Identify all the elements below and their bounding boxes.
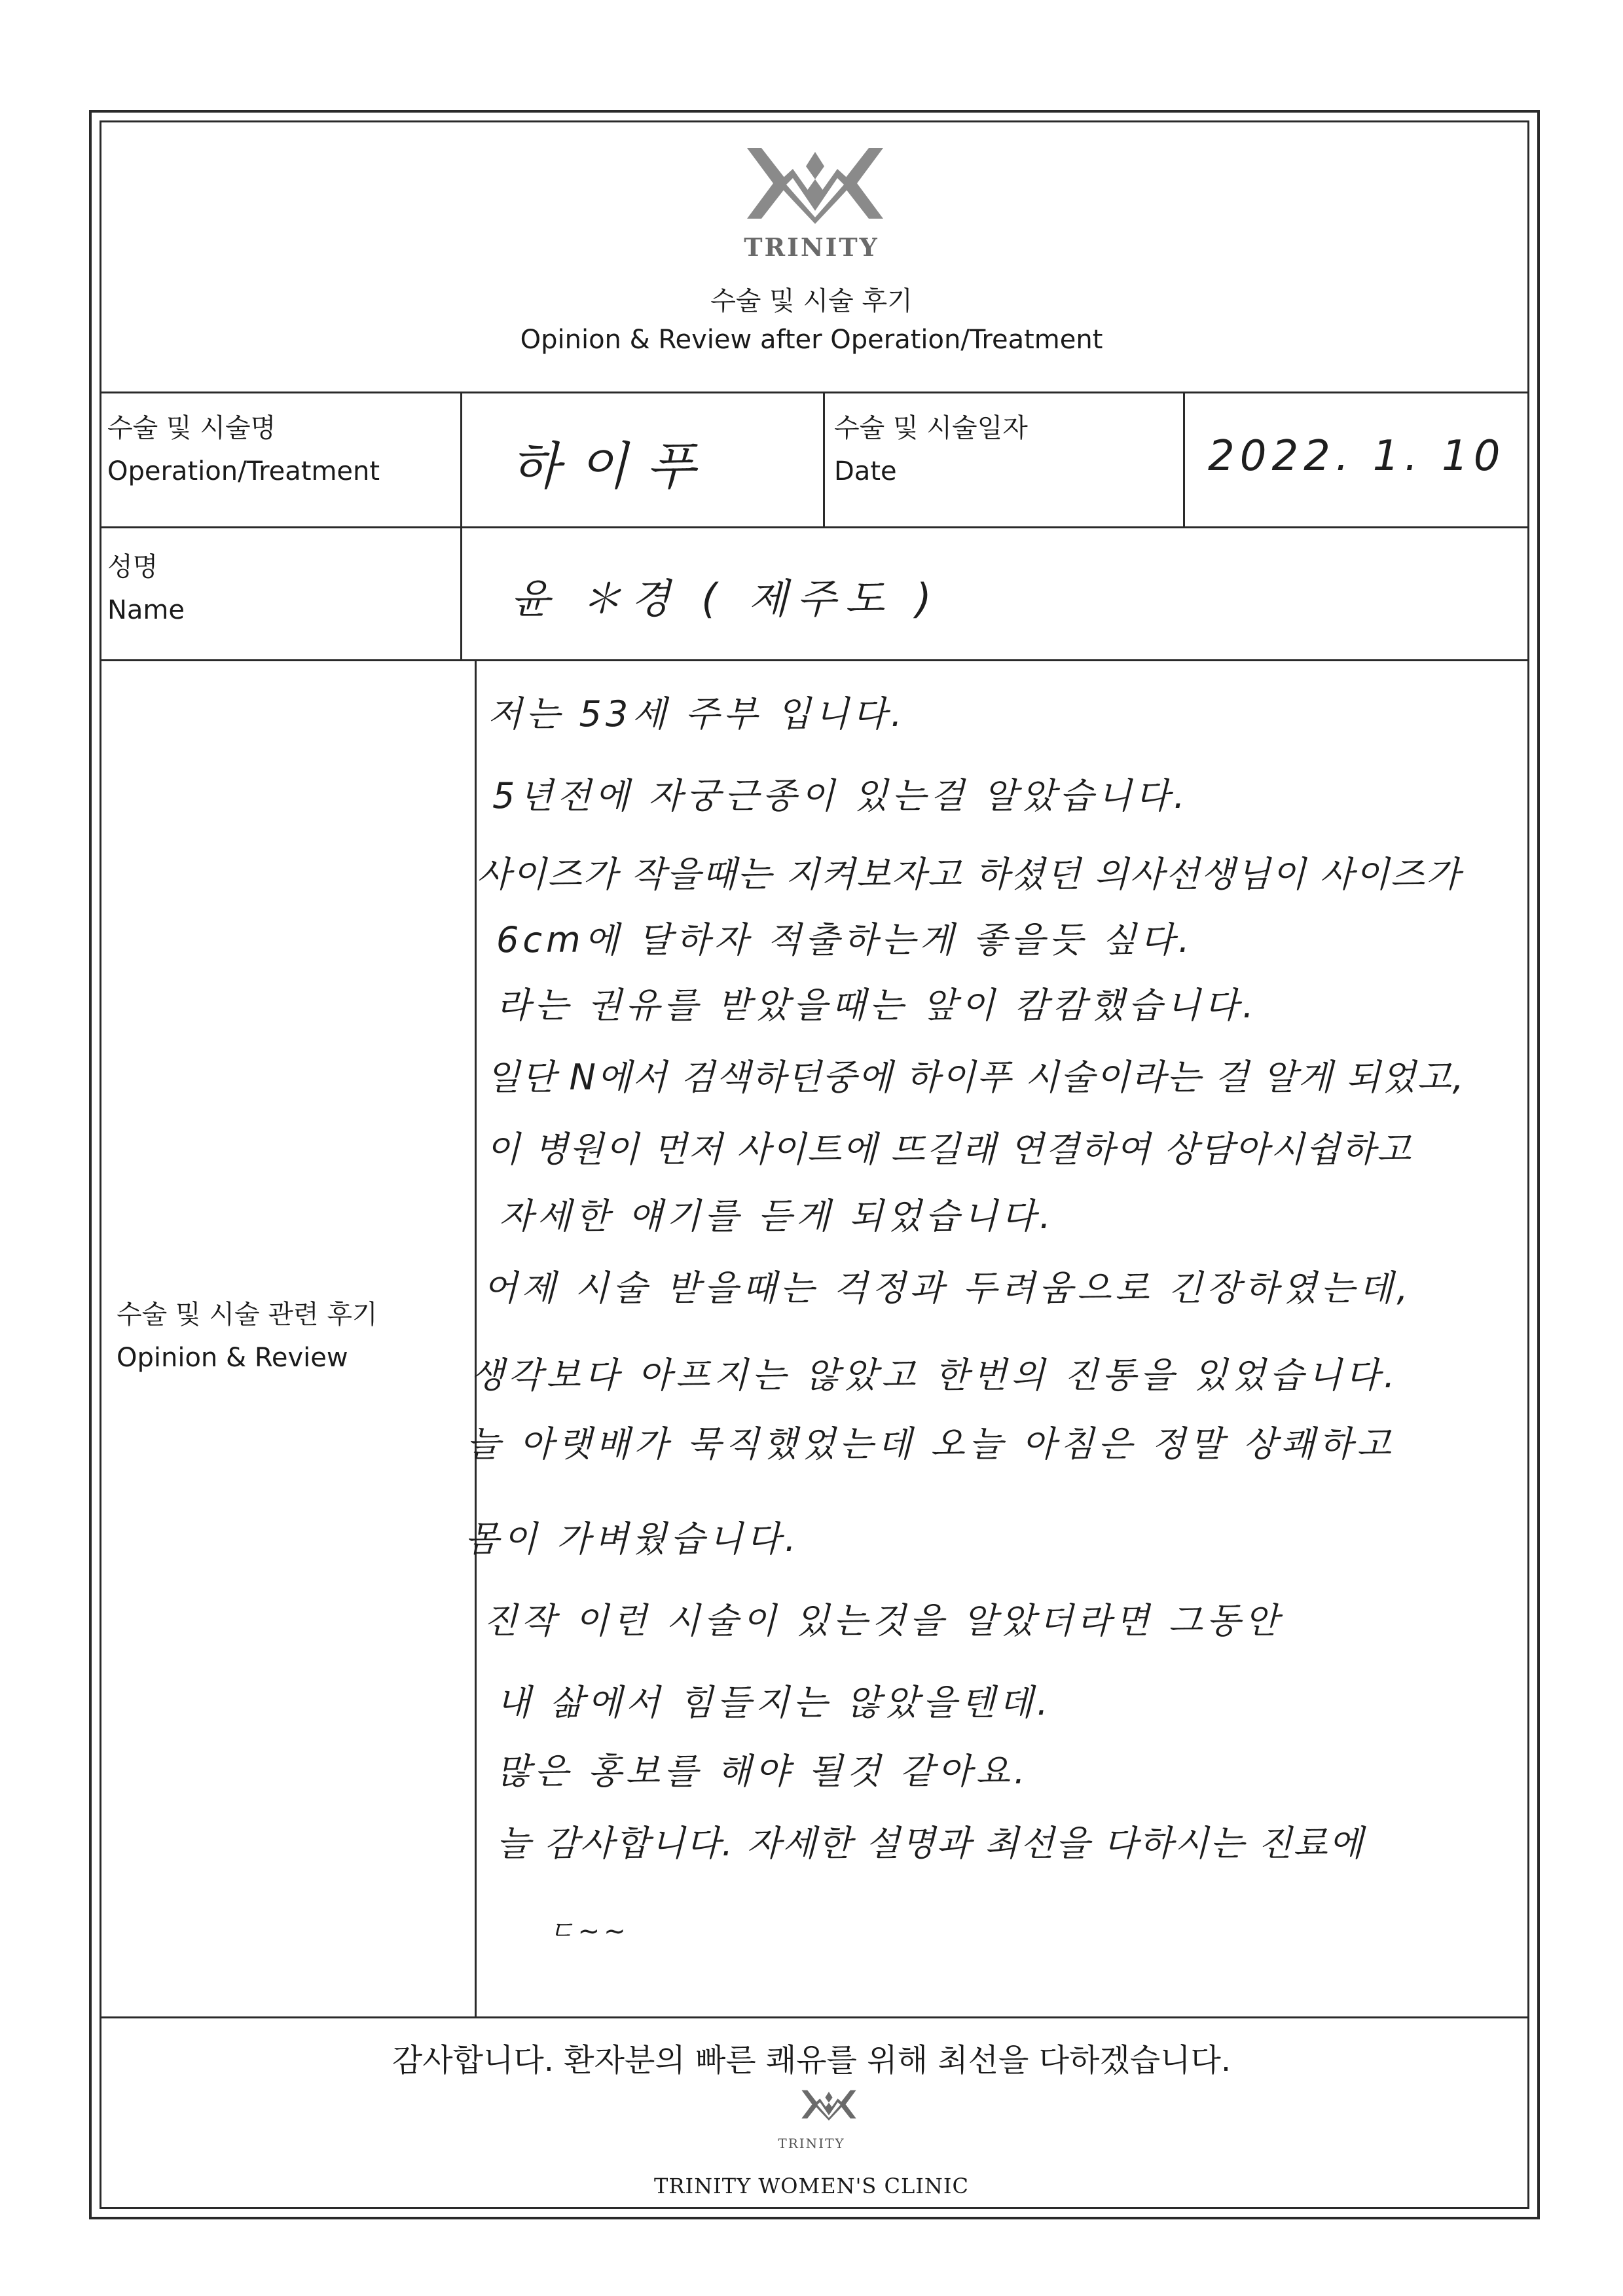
review-line: 늘 감사합니다. 자세한 설명과 최선을 다하시는 진료에 [496, 1823, 1364, 1864]
review-line: 늘 아랫배가 묵직했었는데 오늘 아침은 정말 상쾌하고 [466, 1423, 1395, 1465]
review-line: 5년전에 자궁근종이 있는걸 알았습니다. [492, 775, 1189, 816]
operation-value: 하이푸 [511, 437, 714, 496]
divider-date-value [1183, 392, 1185, 526]
divider-name-row [101, 659, 1527, 661]
review-line: ㄷ~~ [549, 1916, 630, 1946]
page-title-korean: 수술 및 시술 후기 [710, 286, 913, 316]
brand-name: TRINITY [744, 232, 879, 262]
footer-brand-small: TRINITY [778, 2136, 845, 2151]
review-line: 라는 권유를 받았을때는 앞이 캄캄했습니다. [496, 985, 1258, 1026]
divider-header [101, 392, 1527, 393]
review-line: 6cm에 달하자 적출하는게 좋을듯 싶다. [496, 919, 1194, 960]
review-line: 진작 이런 시술이 있는것을 알았더라면 그동안 [483, 1600, 1283, 1641]
date-label-korean: 수술 및 시술일자 [834, 413, 1028, 443]
review-line: 자세한 얘기를 듣게 되었습니다. [499, 1195, 1055, 1237]
trinity-crown-logo [743, 145, 887, 230]
review-label-korean: 수술 및 시술 관련 후기 [117, 1300, 378, 1330]
trinity-crown-logo-small [800, 2087, 858, 2125]
divider-operation-value [823, 392, 825, 526]
review-line: 어제 시술 받을때는 걱정과 두려움으로 긴장하였는데, [483, 1267, 1412, 1309]
review-line: 많은 홍보를 해야 될것 같아요. [496, 1751, 1029, 1792]
review-line: 내 삶에서 힘들지는 않았을텐데. [496, 1682, 1052, 1723]
review-line: 생각보다 아프지는 않았고 한번의 진통을 있었습니다. [470, 1355, 1399, 1396]
page-title-english: Opinion & Review after Operation/Treatment [520, 325, 1103, 355]
review-line: 몸이 가벼웠습니다. [465, 1518, 800, 1559]
name-value: 윤 ＊경 ( 제주도 ) [511, 575, 941, 623]
divider-operation-row [101, 526, 1527, 528]
date-value: 2022. 1. 10 [1208, 432, 1506, 481]
divider-review-row [101, 2016, 1527, 2018]
name-label-korean: 성명 [107, 552, 158, 582]
date-label-english: Date [834, 456, 897, 486]
operation-label-english: Operation/Treatment [107, 456, 380, 486]
footer-thanks-message: 감사합니다. 환자분의 빠른 쾌유를 위해 최선을 다하겠습니다. [392, 2042, 1231, 2079]
review-line: 이 병원이 먼저 사이트에 뜨길래 연결하여 상담아시쉽하고 [486, 1129, 1412, 1170]
review-label-english: Opinion & Review [117, 1343, 348, 1373]
operation-label-korean: 수술 및 시술명 [107, 413, 276, 443]
review-line: 일단 N에서 검색하던중에 하이푸 시술이라는 걸 알게 되었고, [486, 1057, 1465, 1098]
review-line: 저는 53세 주부 입니다. [488, 693, 906, 735]
name-label-english: Name [107, 595, 185, 625]
clinic-name: TRINITY WOMEN'S CLINIC [654, 2174, 969, 2198]
review-line: 사이즈가 작을때는 지켜보자고 하셨던 의사선생님이 사이즈가 [477, 854, 1462, 895]
divider-label-column [460, 392, 462, 659]
